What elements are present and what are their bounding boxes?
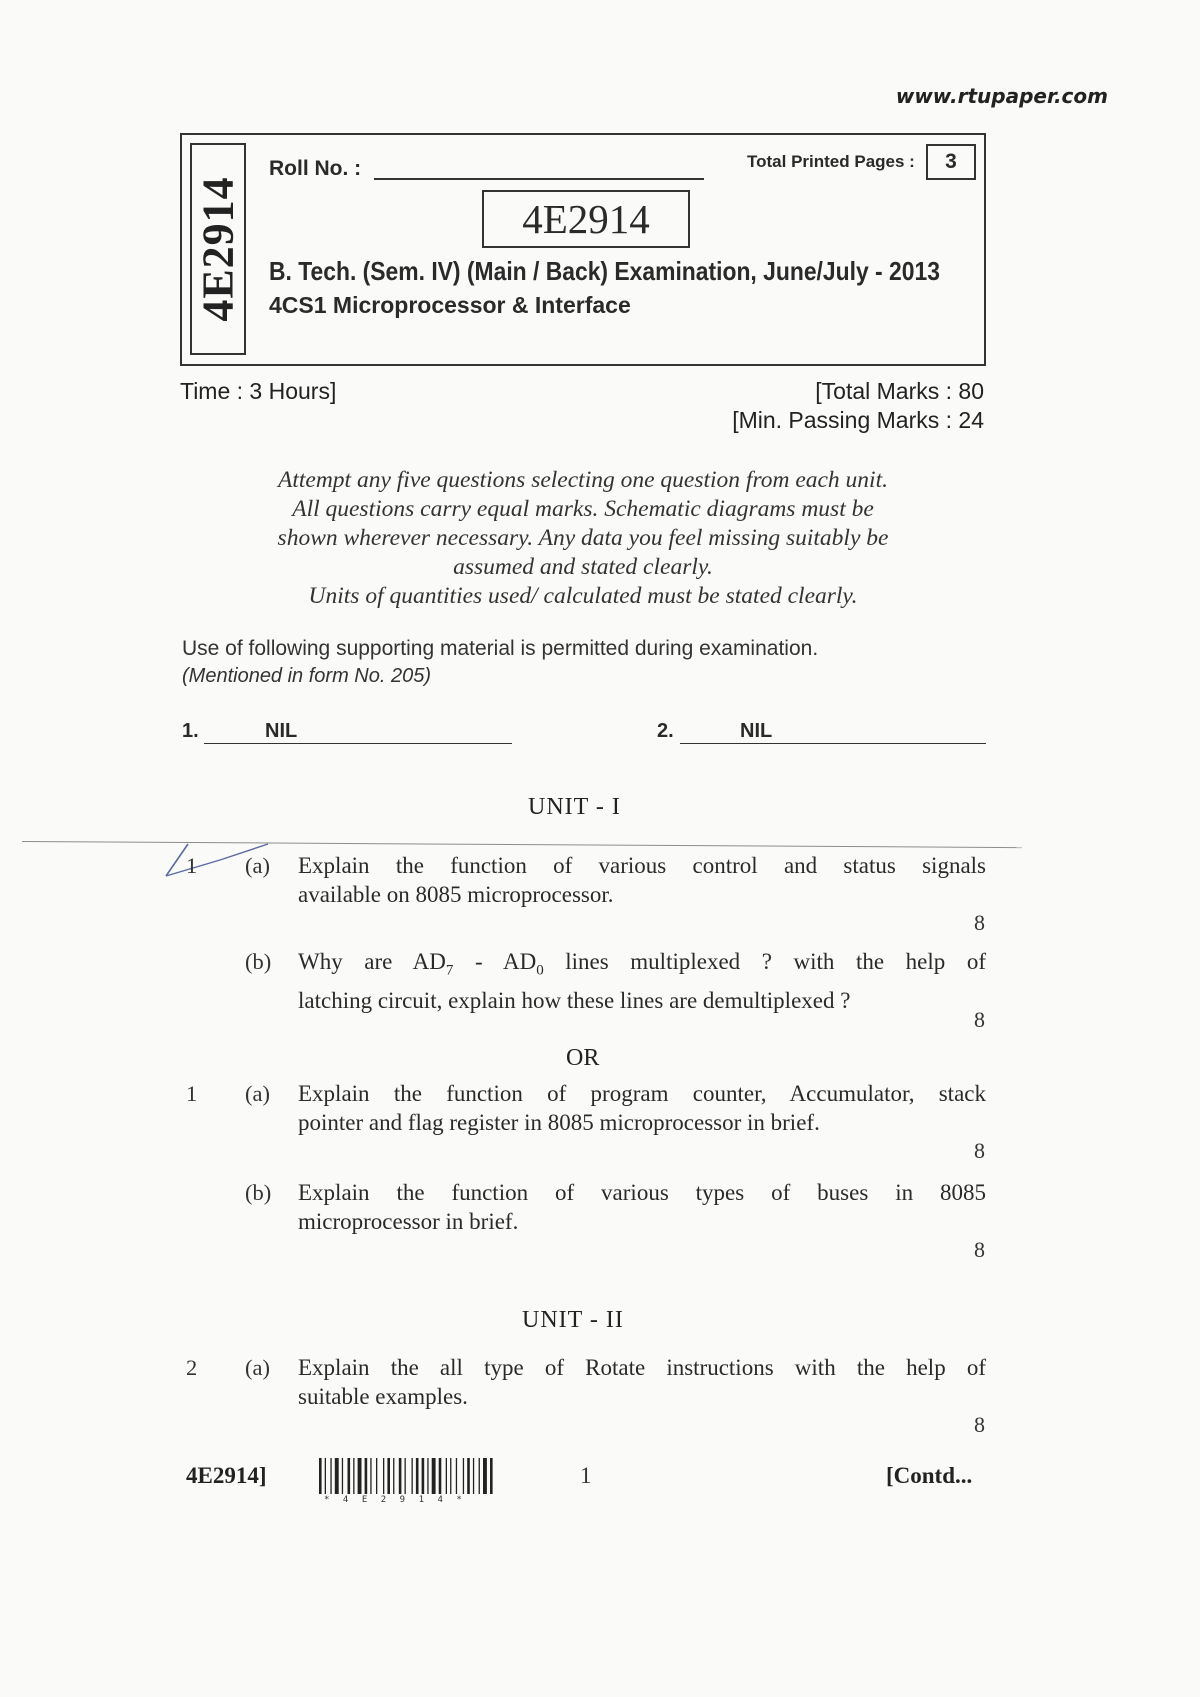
barcode-bar (365, 1458, 368, 1494)
subscript: 7 (445, 962, 454, 979)
barcode (319, 1458, 549, 1494)
question-part: (a) (245, 853, 270, 878)
min-passing-marks: [Min. Passing Marks : 24 (732, 407, 984, 433)
subject-title: 4CS1 Microprocessor & Interface (269, 292, 631, 318)
total-pages-value: 3 (926, 144, 976, 180)
question-text (298, 1353, 986, 1411)
support-item-line (680, 743, 986, 744)
question-part: (a) (245, 1355, 270, 1380)
side-paper-code: 4E2914 (193, 176, 243, 322)
question-text (298, 1079, 986, 1137)
instruction-line: Units of quantities used/ calculated must be stated clearly. (308, 583, 858, 609)
question-fragment: Why are AD (298, 949, 446, 974)
time-label: Time : 3 Hours] (180, 378, 337, 404)
barcode-bar (383, 1458, 384, 1494)
barcode-bar (479, 1458, 480, 1494)
question-number: 2 (186, 1355, 198, 1380)
question-part: (b) (245, 949, 272, 974)
footer-paper-code: 4E2914] (186, 1463, 267, 1488)
barcode-bar (358, 1458, 362, 1494)
barcode-bar (325, 1458, 326, 1494)
barcode-bar (450, 1458, 451, 1494)
subscript: 0 (536, 962, 544, 979)
barcode-bar (490, 1458, 493, 1494)
total-marks: [Total Marks : 80 (815, 378, 984, 404)
barcode-bar (370, 1458, 371, 1494)
total-pages-label: Total Printed Pages : (747, 152, 915, 171)
barcode-bar (330, 1458, 331, 1494)
question-marks: 8 (974, 1412, 985, 1437)
exam-title: B. Tech. (Sem. IV) (Main / Back) Examination, June/July - 2013 (269, 256, 940, 286)
question-text (298, 947, 986, 1015)
roll-number-line (374, 178, 704, 180)
question-number: 1 (186, 1081, 198, 1106)
barcode-bar (456, 1458, 457, 1494)
support-item-value: NIL (265, 720, 298, 742)
question-marks: 8 (974, 910, 985, 935)
instruction-line: Attempt any five questions selecting one question from each unit. (277, 467, 888, 493)
question-fragment: - AD (453, 949, 537, 974)
barcode-bar (422, 1458, 425, 1494)
side-code-box (190, 143, 246, 355)
support-form-reference: (Mentioned in form No. 205) (182, 665, 432, 687)
barcode-bar (432, 1458, 436, 1494)
barcode-bar (473, 1458, 474, 1494)
support-item-number: 2. (657, 720, 674, 742)
barcode-bar (463, 1458, 464, 1494)
support-item-number: 1. (182, 720, 199, 742)
question-number: 1 (186, 853, 198, 878)
question-part: (a) (245, 1081, 270, 1106)
barcode-text: *4E2914* (324, 1495, 476, 1505)
barcode-bar (335, 1458, 339, 1494)
barcode-bar (483, 1458, 487, 1494)
instructions (180, 466, 986, 611)
instruction-line: assumed and stated clearly. (453, 554, 713, 580)
unit-heading: UNIT - II (522, 1307, 624, 1333)
question-line: Explain the function of program counter, Accumulator, stack (298, 1081, 986, 1106)
instruction-line: shown wherever necessary. Any data you feel missing suitably be (277, 525, 889, 551)
unit-heading: UNIT - I (528, 794, 621, 820)
barcode-bar (376, 1458, 377, 1494)
question-line: latching circuit, explain how these lines are demultiplexed ? (298, 987, 851, 1013)
barcode-bar (342, 1458, 343, 1494)
watermark-url: www.rtupaper.com (895, 84, 1108, 108)
barcode-bar (467, 1458, 470, 1494)
barcode-bar (446, 1458, 447, 1494)
question-line: available on 8085 microprocessor. (298, 882, 614, 907)
barcode-bar (405, 1458, 406, 1494)
or-separator: OR (566, 1045, 600, 1071)
instruction-line: All questions carry equal marks. Schematic diagrams must be (292, 496, 874, 522)
page-number: 1 (580, 1463, 592, 1488)
barcode-bar (427, 1458, 428, 1494)
question-line: suitable examples. (298, 1384, 468, 1409)
support-item-value: NIL (740, 720, 773, 742)
question-marks: 8 (974, 1007, 985, 1032)
barcode-bar (348, 1458, 351, 1494)
barcode-bar (319, 1458, 322, 1494)
question-line: pointer and flag register in 8085 microprocessor in brief. (298, 1110, 820, 1135)
barcode-bar (353, 1458, 354, 1494)
question-line (298, 947, 986, 986)
question-line: Explain the all type of Rotate instructions with the help of (298, 1355, 986, 1380)
barcode-bar (412, 1458, 413, 1494)
question-line: Explain the function of various types of buses in 8085 (298, 1180, 986, 1205)
question-line: Explain the function of various control and status signals (298, 853, 986, 878)
question-fragment: lines multiplexed ? with the help of (543, 949, 986, 974)
paper-code: 4E2914 (482, 190, 690, 248)
roll-number-label: Roll No. : (269, 157, 362, 180)
question-line: microprocessor in brief. (298, 1209, 519, 1234)
header-box (180, 133, 986, 366)
barcode-bar (399, 1458, 402, 1494)
support-item-line (204, 743, 512, 744)
support-material-note: Use of following supporting material is permitted during examination. (182, 637, 819, 660)
barcode-bar (387, 1458, 390, 1494)
barcode-bar (393, 1458, 394, 1494)
barcode-bar (439, 1458, 442, 1494)
question-marks: 8 (974, 1237, 985, 1262)
question-marks: 8 (974, 1138, 985, 1163)
question-text (298, 851, 986, 909)
question-text (298, 1178, 986, 1236)
question-part: (b) (245, 1180, 272, 1205)
continued-label: [Contd... (886, 1463, 973, 1488)
barcode-bar (416, 1458, 419, 1494)
